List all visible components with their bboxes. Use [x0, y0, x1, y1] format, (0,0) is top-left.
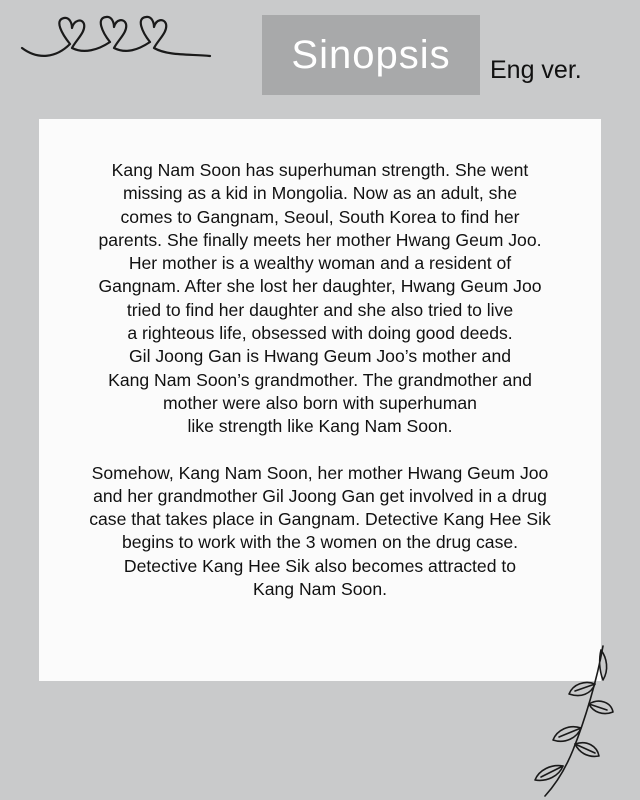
synopsis-line: Kang Nam Soon. [253, 579, 387, 600]
synopsis-line: begins to work with the 3 women on the drug case. [121, 532, 519, 553]
synopsis-line: Gangnam. After she lost her daughter, Hwang Geum Joo [98, 276, 542, 297]
plant-sprig-icon [515, 640, 625, 800]
synopsis-line: tried to find her daughter and she also tried to live [126, 299, 514, 320]
synopsis-line: Kang Nam Soon’s grandmother. The grandmother and [108, 369, 532, 390]
synopsis-line: Her mother is a wealthy woman and a resident of [128, 253, 512, 274]
synopsis-line: Somehow, Kang Nam Soon, her mother Hwang Geum Joo [91, 462, 549, 483]
synopsis-line: missing as a kid in Mongolia. Now as an adult, she [122, 183, 518, 204]
synopsis-line: mother were also born with superhuman [163, 392, 477, 413]
synopsis-line: like strength like Kang Nam Soon. [187, 416, 453, 437]
synopsis-line: Detective Kang Hee Sik also becomes attracted to [123, 555, 517, 576]
synopsis-line: Gil Joong Gan is Hwang Geum Joo’s mother and [128, 346, 512, 367]
page-title: Sinopsis [291, 32, 451, 77]
hearts-doodle-icon [18, 8, 218, 66]
synopsis-line: comes to Gangnam, Seoul, South Korea to find her [120, 206, 520, 227]
synopsis-line: Kang Nam Soon has superhuman strength. She went [111, 160, 529, 180]
synopsis-text [39, 159, 601, 601]
synopsis-line: and her grandmother Gil Joong Gan get involved in a drug [93, 485, 547, 506]
synopsis-card [39, 119, 601, 681]
language-label: Eng ver. [490, 56, 582, 84]
synopsis-line: parents. She finally meets her mother Hwang Geum Joo. [98, 229, 542, 250]
title-box [262, 15, 480, 95]
synopsis-line: case that takes place in Gangnam. Detective Kang Hee Sik [89, 509, 551, 530]
paragraph-gap [39, 439, 601, 462]
synopsis-line: a righteous life, obsessed with doing good deeds. [127, 323, 513, 344]
